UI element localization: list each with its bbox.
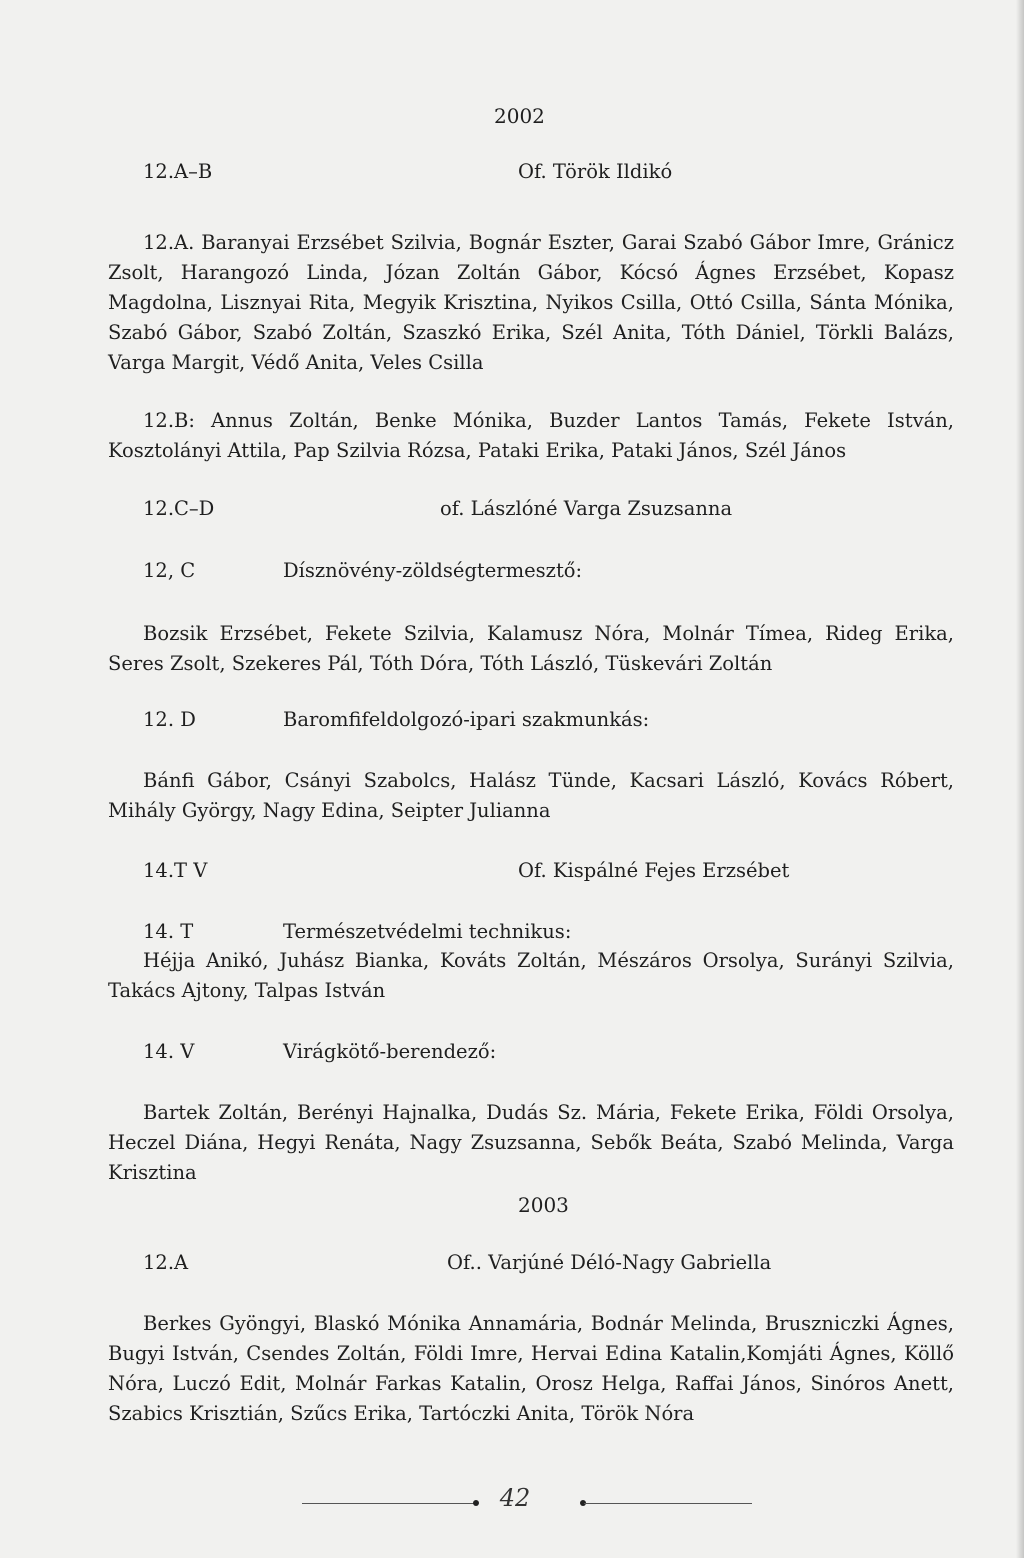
profession-12c: Dísznövény-zöldségtermesztő: <box>283 559 583 582</box>
page-edge-shadow <box>1016 0 1024 1558</box>
page-number: 42 <box>499 1484 531 1512</box>
student-list-12d: Bánfi Gábor, Csányi Szabolcs, Halász Tünde, Kacsari László, Kovács Róbert, Mihály György, Nagy Edina, Seipter Julianna <box>108 769 954 822</box>
student-list-12a-2003: Berkes Gyöngyi, Blaskó Mónika Annamária, Bodnár Melinda, Bruszniczki Ágnes, Bugyi István, Csendes Zoltán, Földi Imre, Hervai Edina Katalin,Komjáti Ágnes, Köllő Nóra, Luczó Edit, Molnár Farkas Katalin, Orosz Helga, Raffai János, Sinóros Anett, Szabics Krisztián, Szűcs Erika, Tartóczki Anita, Török Nóra <box>108 1312 954 1425</box>
footer-rule-right <box>584 1503 752 1504</box>
class-code-12c: 12, C <box>143 559 196 582</box>
class-teacher-12a-2003: Of.. Varjúné Déló-Nagy Gabriella <box>447 1251 772 1274</box>
class-teacher-12cd: of. Lászlóné Varga Zsuzsanna <box>440 497 733 520</box>
class-code-14tv: 14.T V <box>143 859 208 882</box>
student-list-14t: Héjja Anikó, Juhász Bianka, Kováts Zoltán, Mészáros Orsolya, Surányi Szilvia, Takács Ajtony, Talpas István <box>108 949 954 1002</box>
student-list-14v: Bartek Zoltán, Berényi Hajnalka, Dudás Sz. Mária, Fekete Erika, Földi Orsolya, Heczel Diána, Hegyi Renáta, Nagy Zsuzsanna, Sebők Beáta, Szabó Melinda, Varga Krisztina <box>108 1101 954 1184</box>
class-code-14v: 14. V <box>143 1040 195 1063</box>
footer-dot-left <box>473 1500 479 1506</box>
class-code-12ab: 12.A–B <box>143 160 213 183</box>
profession-14v: Virágkötő-berendező: <box>283 1040 497 1063</box>
class-code-14t: 14. T <box>143 920 194 943</box>
year-heading-2002: 2002 <box>494 104 545 128</box>
student-list-12b: 12.B: Annus Zoltán, Benke Mónika, Buzder Lantos Tamás, Fekete István, Kosztolányi Attila, Pap Szilvia Rózsa, Pataki Erika, Pataki János, Szél János <box>108 409 954 462</box>
profession-12d: Baromfifeldolgozó-ipari szakmunkás: <box>283 708 650 731</box>
year-heading-2003: 2003 <box>518 1193 569 1217</box>
class-teacher-14tv: Of. Kispálné Fejes Erzsébet <box>518 859 790 882</box>
class-code-12cd: 12.C–D <box>143 497 215 520</box>
class-code-12a-2003: 12.A <box>143 1251 189 1274</box>
class-code-12d: 12. D <box>143 708 196 731</box>
student-list-12c: Bozsik Erzsébet, Fekete Szilvia, Kalamusz Nóra, Molnár Tímea, Rideg Erika, Seres Zsolt, Szekeres Pál, Tóth Dóra, Tóth László, Tüskevári Zoltán <box>108 622 954 675</box>
class-teacher-12ab: Of. Török Ildikó <box>518 160 673 183</box>
student-list-12a: 12.A. Baranyai Erzsébet Szilvia, Bognár Eszter, Garai Szabó Gábor Imre, Gránicz Zsolt, Harangozó Linda, Józan Zoltán Gábor, Kócsó Ágnes Erzsébet, Kopasz Magdolna, Lisznyai Rita, Megyik Krisztina, Nyikos Csilla, Ottó Csilla, Sánta Mónika, Szabó Gábor, Szabó Zoltán, Szaszkó Erika, Szél Anita, Tóth Dániel, Törkli Balázs, Varga Margit, Védő Anita, Veles Csilla <box>108 231 954 374</box>
profession-14t: Természetvédelmi technikus: <box>283 920 572 943</box>
footer-rule-left <box>302 1503 478 1504</box>
